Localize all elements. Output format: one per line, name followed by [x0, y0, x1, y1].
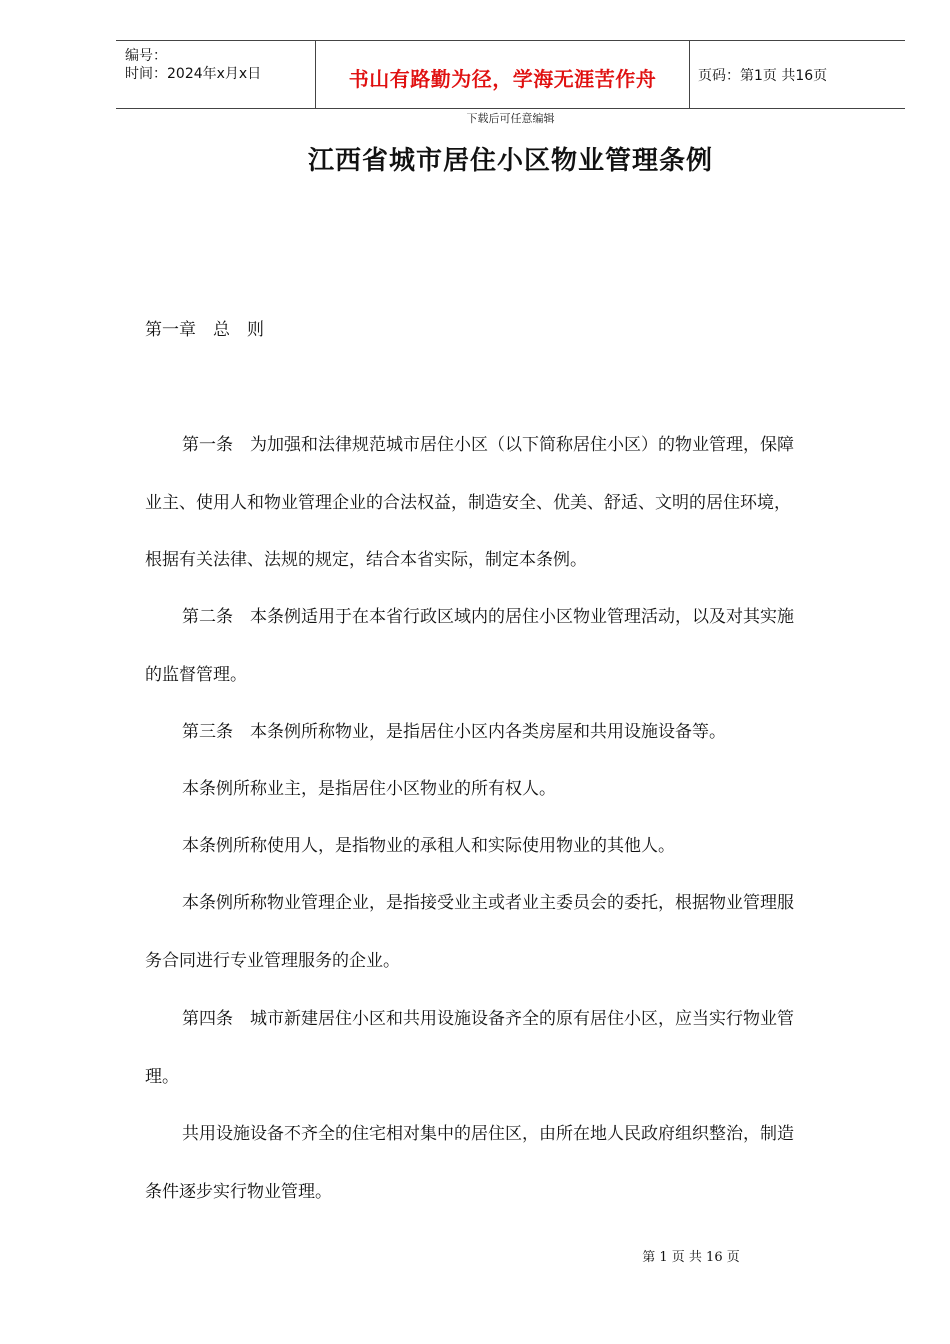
body-line: 第二条 本条例适用于在本省行政区域内的居住小区物业管理活动，以及对其实施: [182, 607, 794, 627]
page-footer: 第 1 页 共 16 页: [642, 1250, 740, 1265]
body-line: 共用设施设备不齐全的住宅相对集中的居住区，由所在地人民政府组织整治，制造: [182, 1124, 794, 1144]
serial-label: 编号：: [125, 48, 167, 64]
body-line: 第三条 本条例所称物业，是指居住小区内各类房屋和共用设施设备等。: [182, 722, 726, 742]
body-line: 条件逐步实行物业管理。: [145, 1182, 332, 1202]
header-page-cell: [690, 41, 905, 108]
body-line: 理。: [145, 1067, 179, 1087]
body-line: 本条例所称使用人，是指物业的承租人和实际使用物业的其他人。: [182, 836, 675, 856]
body-line: 本条例所称物业管理企业，是指接受业主或者业主委员会的委托，根据物业管理服: [182, 893, 794, 913]
motto: 书山有路勤为径，学海无涯苦作舟: [348, 67, 657, 91]
body-line: 的监督管理。: [145, 665, 247, 685]
page-code: 页码：第1页 共16页: [698, 68, 828, 84]
body-line: 业主、使用人和物业管理企业的合法权益，制造安全、优美、舒适、文明的居住环境，: [145, 493, 791, 513]
edit-note: 下载后可任意编辑: [466, 112, 555, 125]
header-info-cell: [116, 41, 316, 108]
body-line: 根据有关法律、法规的规定，结合本省实际，制定本条例。: [145, 550, 587, 570]
body-line: 本条例所称业主，是指居住小区物业的所有权人。: [182, 779, 556, 799]
time-label: 时间：2024年x月x日: [125, 66, 262, 82]
page-title: 江西省城市居住小区物业管理条例: [307, 146, 713, 176]
body-line: 务合同进行专业管理服务的企业。: [145, 951, 400, 971]
chapter-heading: 第一章 总 则: [145, 320, 264, 340]
body-line: 第四条 城市新建居住小区和共用设施设备齐全的原有居住小区，应当实行物业管: [182, 1009, 794, 1029]
body-line: 第一条 为加强和法律规范城市居住小区（以下简称居住小区）的物业管理，保障: [182, 435, 794, 455]
header-motto-cell: [316, 41, 690, 108]
document-header: [116, 40, 905, 109]
